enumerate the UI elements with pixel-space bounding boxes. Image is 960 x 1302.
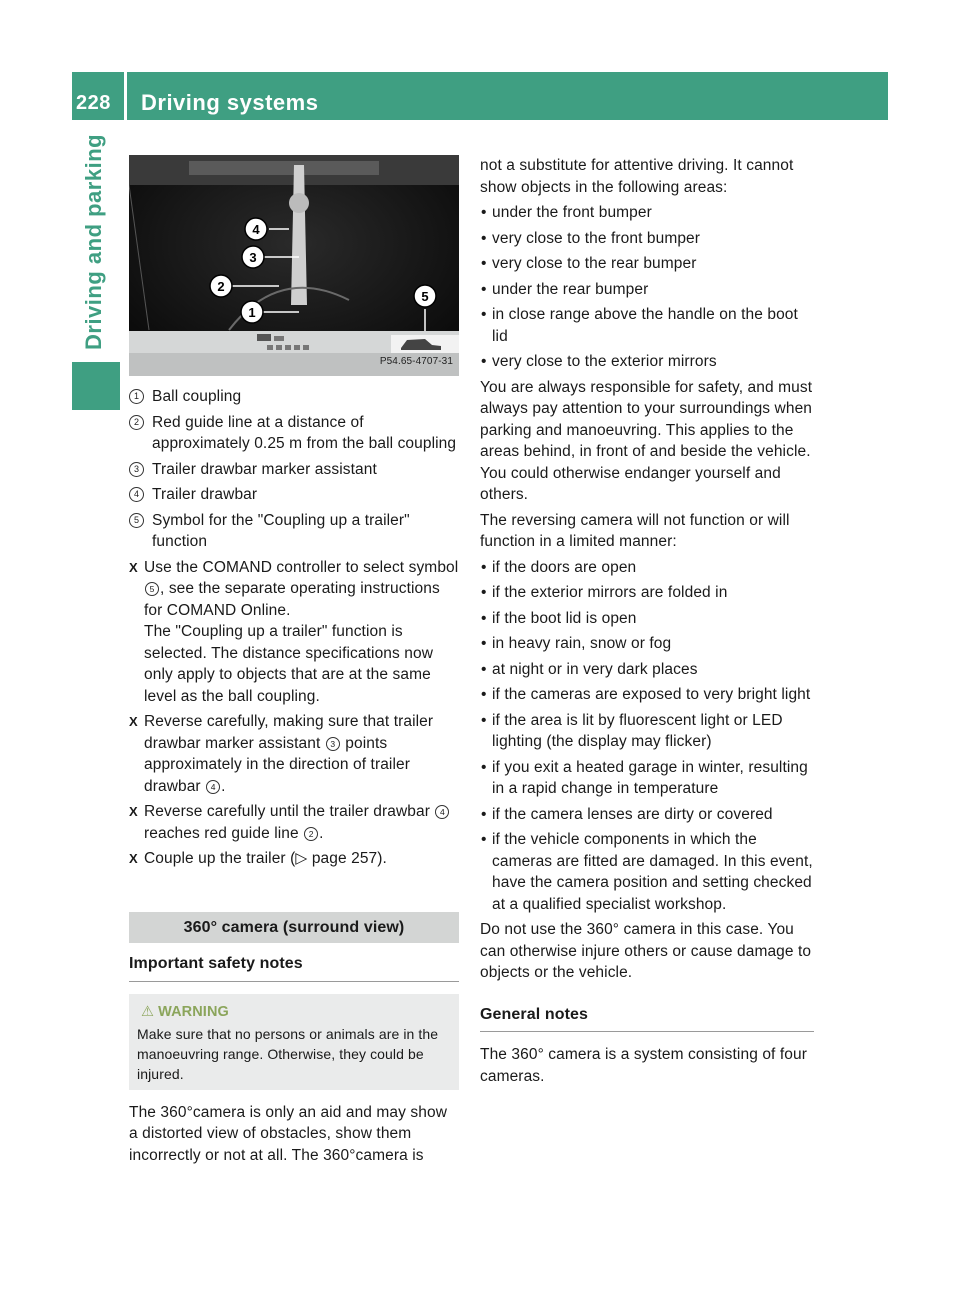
bullet-icon: • — [481, 584, 487, 601]
step-text: Reverse carefully, making sure that trailer drawbar marker assistant — [144, 713, 434, 752]
instruction-step — [129, 711, 459, 797]
camera-image — [129, 155, 459, 376]
list-item-text: if the area is lit by fluorescent light or LED lighting (the display may flicker) — [492, 711, 783, 750]
legend-marker: 3 — [129, 462, 144, 477]
legend-item — [129, 510, 459, 553]
inline-marker: 2 — [304, 827, 318, 841]
page-ref-arrow-icon: ▷ — [295, 850, 308, 867]
list-item — [480, 582, 814, 604]
page-number: 228 — [76, 92, 111, 114]
bullet-icon: • — [481, 229, 487, 247]
legend-text: Symbol for the "Coupling up a trailer" function — [152, 511, 410, 550]
bullet-icon: • — [481, 711, 487, 729]
step-arrow-icon: X — [129, 851, 138, 866]
body-paragraph: The 360° camera is a system consisting of four cameras. — [480, 1046, 807, 1085]
list-item — [480, 757, 814, 800]
camera-image-graphic — [129, 155, 459, 376]
legend-item — [129, 484, 459, 506]
header-divider — [124, 72, 127, 120]
list-item — [480, 557, 814, 579]
step-text: , see the separate operating instructions for COMAND Online. — [144, 580, 440, 619]
warning-text: Make sure that no persons or animals are in the manoeuvring range. Otherwise, they could be injured. — [137, 1025, 439, 1082]
svg-text:2: 2 — [217, 279, 225, 294]
list-item — [480, 279, 814, 301]
page-reference-link[interactable]: page 257). — [311, 850, 387, 867]
list-item — [480, 304, 814, 347]
legend-text: Trailer drawbar — [152, 486, 258, 503]
sub-heading: Important safety notes — [129, 953, 459, 982]
list-item-text: if the doors are open — [492, 558, 637, 576]
bullet-icon: • — [481, 204, 487, 221]
legend-marker: 4 — [129, 487, 144, 502]
legend-text: Trailer drawbar marker assistant — [152, 460, 377, 478]
bullet-icon: • — [481, 558, 487, 576]
inline-marker: 5 — [145, 582, 159, 596]
list-item-text: at night or in very dark places — [492, 660, 698, 678]
list-item-text: if the vehicle components in which the cameras are fitted are damaged. In this event, have the camera position and setting checked at a qualified specialist workshop. — [492, 831, 813, 913]
side-tab-block — [72, 362, 120, 410]
section-heading: 360° camera (surround view) — [129, 912, 459, 944]
legend-text: Ball coupling — [152, 388, 242, 405]
legend-item — [129, 459, 459, 481]
list-item — [480, 710, 814, 753]
callout-4 — [245, 218, 267, 240]
legend-marker: 1 — [129, 389, 144, 404]
inline-marker: 4 — [435, 805, 449, 819]
warning-title — [137, 1002, 451, 1022]
left-column — [129, 155, 459, 1166]
legend-text: Red guide line at a distance of approximately 0.25 m from the ball coupling — [152, 413, 457, 452]
bullet-icon: • — [481, 280, 487, 298]
warning-triangle-icon: ⚠ — [141, 1003, 155, 1020]
list-item — [480, 659, 814, 681]
inline-marker: 3 — [326, 737, 340, 751]
list-item — [480, 633, 814, 655]
bullet-icon: • — [481, 831, 487, 848]
instruction-step — [129, 848, 459, 870]
list-item — [480, 253, 814, 275]
step-text: Reverse carefully until the trailer drawbar — [144, 803, 431, 820]
svg-text:5: 5 — [421, 289, 429, 304]
svg-text:4: 4 — [252, 222, 260, 237]
list-item-text: in close range above the handle on the boot lid — [492, 306, 798, 345]
step-text: points approximately in the direction of trailer drawbar — [144, 734, 411, 795]
bullet-list — [480, 202, 814, 373]
step-text: . — [319, 824, 324, 842]
callout-1 — [241, 301, 263, 323]
warning-box — [129, 994, 459, 1090]
list-item-text: very close to the front bumper — [492, 229, 701, 247]
step-text: . — [221, 777, 226, 795]
step-arrow-icon: X — [129, 714, 138, 729]
step-text: Use the COMAND controller to select symbol — [144, 558, 459, 576]
inline-marker: 4 — [206, 780, 220, 794]
step-result: The "Coupling up a trailer" function is selected. The distance specifications now only apply to objects that are at the same level as the ball coupling. — [144, 623, 434, 705]
list-item-text: if the boot lid is open — [492, 609, 637, 627]
instruction-step — [129, 801, 459, 844]
step-arrow-icon: X — [129, 559, 138, 575]
right-column — [480, 155, 814, 1091]
bullet-icon: • — [481, 660, 487, 678]
list-item — [480, 684, 814, 706]
warning-title-text: WARNING — [158, 1003, 229, 1020]
list-item-text: if you exit a heated garage in winter, resulting in a rapid change in temperature — [492, 758, 808, 797]
list-item — [480, 228, 814, 250]
bullet-list — [480, 557, 814, 916]
bullet-icon: • — [481, 255, 487, 272]
list-item — [480, 804, 814, 826]
bullet-icon: • — [481, 609, 487, 627]
bullet-icon: • — [481, 353, 487, 370]
list-item-text: very close to the rear bumper — [492, 255, 697, 272]
callout-3 — [242, 246, 264, 268]
bullet-icon: • — [481, 635, 487, 652]
list-item-text: if the cameras are exposed to very bright light — [492, 686, 811, 703]
bullet-icon: • — [481, 686, 487, 703]
step-text: Couple up the trailer ( — [144, 850, 296, 867]
list-item-text: under the front bumper — [492, 204, 652, 221]
list-item-text: very close to the exterior mirrors — [492, 353, 717, 370]
list-item-text: if the camera lenses are dirty or covered — [492, 805, 773, 823]
legend-item — [129, 386, 459, 408]
legend — [129, 386, 459, 553]
bullet-icon: • — [481, 306, 487, 323]
step-arrow-icon: X — [129, 804, 138, 819]
list-item — [480, 202, 814, 224]
list-item — [480, 829, 814, 915]
image-reference-code: P54.65-4707-31 — [379, 355, 453, 367]
list-item — [480, 608, 814, 630]
trailer-hitch — [289, 193, 309, 213]
sub-heading: General notes — [480, 1004, 814, 1033]
body-paragraph: The 360°camera is only an aid and may show a distorted view of obstacles, show them incorrectly or not at all. The 360°camera is — [129, 1103, 447, 1164]
legend-item — [129, 412, 459, 455]
page-title: Driving systems — [141, 90, 319, 115]
svg-text:3: 3 — [249, 250, 257, 265]
bullet-icon: • — [481, 758, 487, 776]
body-paragraph: The reversing camera will not function or will function in a limited manner: — [480, 511, 790, 550]
bullet-icon: • — [481, 805, 487, 823]
callout-2 — [210, 275, 232, 297]
list-item — [480, 351, 814, 373]
body-paragraph: not a substitute for attentive driving. It cannot show objects in the following areas: — [480, 157, 794, 196]
list-item-text: in heavy rain, snow or fog — [492, 635, 672, 652]
instruction-step — [129, 557, 459, 708]
svg-text:1: 1 — [248, 305, 256, 320]
step-text: reaches red guide line — [144, 824, 299, 842]
body-paragraph: You are always responsible for safety, and must always pay attention to your surroundings when parking and manoeuvring. This applies to the areas behind, in front of and beside the vehicle. You could otherwise endanger yourself and others. — [480, 378, 813, 503]
legend-marker: 2 — [129, 415, 144, 430]
callout-5 — [414, 285, 436, 307]
list-item-text: if the exterior mirrors are folded in — [492, 584, 728, 601]
status-banner — [189, 161, 379, 175]
side-tab — [72, 120, 120, 350]
body-paragraph: Do not use the 360° camera in this case. You can otherwise injure others or cause damage to objects or the vehicle. — [480, 921, 812, 981]
side-tab-label: Driving and parking — [81, 133, 106, 350]
list-item-text: under the rear bumper — [492, 280, 649, 298]
legend-marker: 5 — [129, 513, 144, 528]
